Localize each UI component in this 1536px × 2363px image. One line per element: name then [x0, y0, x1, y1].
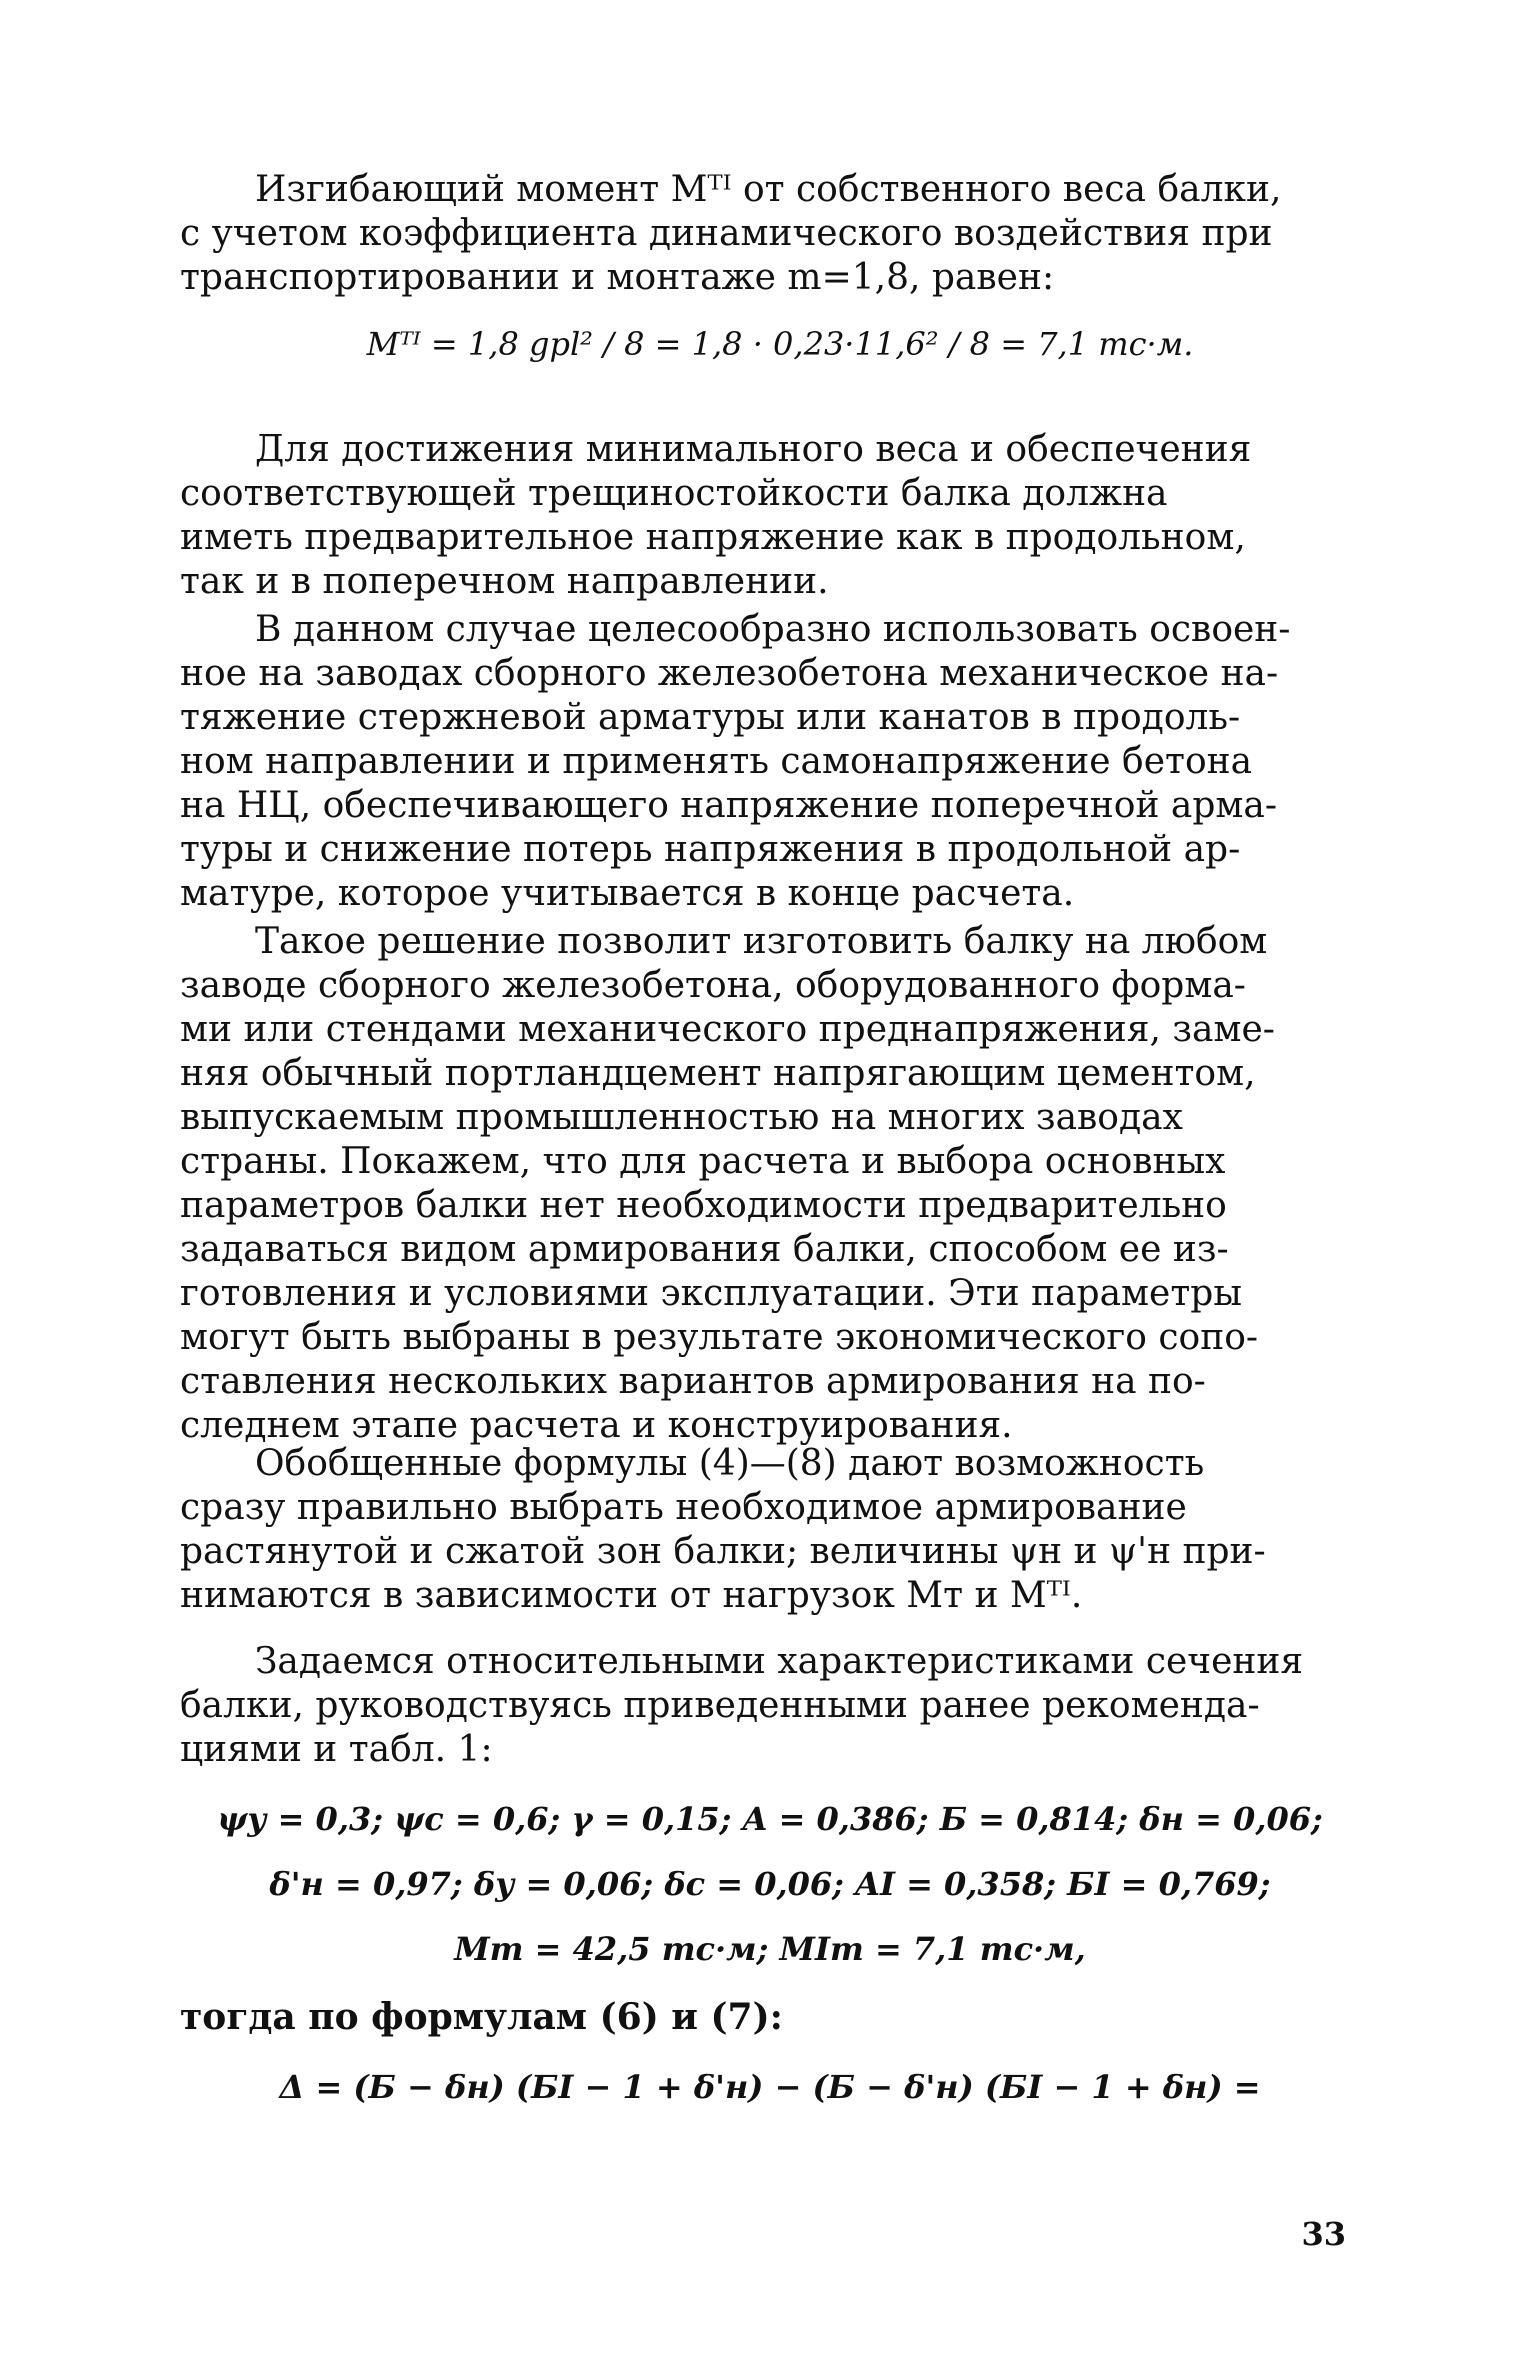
text-line: иметь предварительное напряжение как в продольном, [180, 517, 1246, 558]
paragraph-4 [180, 1442, 1350, 1618]
text-line: следнем этапе расчета и конструирования. [180, 1405, 1013, 1446]
parameters-line-2: δ'н = 0,97; δу = 0,06; δс = 0,06; AI = 0,358; БI = 0,769; [269, 1865, 1271, 1903]
text-line: параметров балки нет необходимости предварительно [180, 1185, 1227, 1226]
intro-paragraph [180, 168, 1350, 300]
text-line: Обобщенные формулы (4)—(8) дают возможность [255, 1443, 1205, 1484]
text-line: нимаются в зависимости от нагрузок Mт и Mᵀᴵ. [180, 1575, 1083, 1616]
paragraph-1 [180, 428, 1350, 604]
paragraph-5 [180, 1640, 1350, 1772]
paragraph-2 [180, 608, 1350, 916]
text-line: матуре, которое учитывается в конце расчета. [180, 873, 1075, 914]
text-line: готовления и условиями эксплуатации. Эти параметры [180, 1273, 1242, 1314]
parameters-line-1: ψу = 0,3; ψс = 0,6; γ = 0,15; A = 0,386; Б = 0,814; δн = 0,06; [217, 1800, 1323, 1838]
text-line: циями и табл. 1: [180, 1729, 493, 1770]
text-line: задаваться видом армирования балки, способом ее из- [180, 1229, 1229, 1270]
text-line: тогда по формулам (6) и (7): [180, 1996, 783, 2038]
text-line: ном направлении и применять самонапряжение бетона [180, 741, 1253, 782]
text-line: сразу правильно выбрать необходимое армирование [180, 1487, 1187, 1528]
text-line: Изгибающий момент Mᵀᴵ от собственного веса балки, [255, 169, 1282, 210]
text-line: растянутой и сжатой зон балки; величины ψн и ψ'н при- [180, 1531, 1266, 1572]
text-line: страны. Покажем, что для расчета и выбора основных [180, 1141, 1226, 1182]
text-line: туры и снижение потерь напряжения в продольной ар- [180, 829, 1241, 870]
text-line: соответствующей трещиностойкости балка должна [180, 473, 1168, 514]
text-line: тяжение стержневой арматуры или канатов в продоль- [180, 697, 1241, 738]
text-line: ставления нескольких вариантов армирования на по- [180, 1361, 1206, 1402]
text-line: могут быть выбраны в результате экономического сопо- [180, 1317, 1259, 1358]
text-line: няя обычный портландцемент напрягающим цементом, [180, 1053, 1256, 1094]
moment-formula: Mᵀᴵ = 1,8 gpl² / 8 = 1,8 · 0,23·11,6² / 8 = 7,1 тс·м. [366, 325, 1194, 363]
then-sentence [180, 1995, 1350, 2039]
paragraph-3 [180, 920, 1350, 1448]
text-line: Такое решение позволит изготовить балку на любом [255, 921, 1268, 962]
text-line: транспортировании и монтаже m=1,8, равен: [180, 257, 1055, 298]
delta-formula: Δ = (Б − δн) (БI − 1 + δ'н) − (Б − δ'н) (БI − 1 + δн) = [279, 2068, 1261, 2106]
text-line: с учетом коэффициента динамического воздействия при [180, 213, 1273, 254]
text-line: так и в поперечном направлении. [180, 561, 829, 602]
parameters-line-3: Mт = 42,5 тс·м; MIт = 7,1 тс·м, [454, 1930, 1086, 1968]
text-line: балки, руководствуясь приведенными ранее рекоменда- [180, 1685, 1260, 1726]
text-line: Для достижения минимального веса и обеспечения [255, 429, 1252, 470]
text-line: на НЦ, обеспечивающего напряжение поперечной арма- [180, 785, 1278, 826]
text-line: заводе сборного железобетона, оборудованного форма- [180, 965, 1246, 1006]
text-line: Задаемся относительными характеристиками сечения [255, 1641, 1304, 1682]
page-number: 33 [1301, 2215, 1346, 2253]
text-line: выпускаемым промышленностью на многих заводах [180, 1097, 1183, 1138]
text-line: ми или стендами механического преднапряжения, заме- [180, 1009, 1275, 1050]
text-line: В данном случае целесообразно использовать освоен- [255, 609, 1291, 650]
text-line: ное на заводах сборного железобетона механическое на- [180, 653, 1279, 694]
